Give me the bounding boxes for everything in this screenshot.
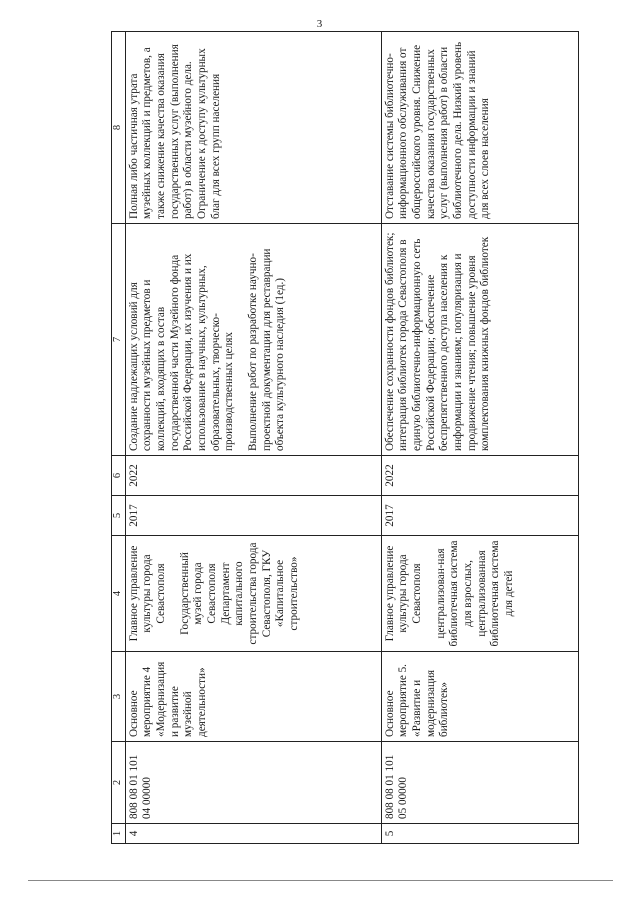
executor-cell [381,536,578,652]
column-number-row [112,32,126,844]
table-row [125,32,381,844]
column-header: 4 [112,536,126,652]
budget-code: 808 08 01 101 04 00000 [125,742,381,824]
row-number: 5 [381,824,578,844]
expected-result-secondary: Выполнение работ по разработке научно-проектной документации для реставрации объекта культурного наследия (1ед.) [247,248,287,451]
column-header: 8 [112,32,126,224]
measure-name: Основное мероприятие 5. «Развитие и модернизация библиотек» [381,652,578,742]
column-header: 1 [112,824,126,844]
start-year: 2017 [125,496,381,536]
end-year: 2022 [381,456,578,496]
row-number: 4 [125,824,381,844]
expected-result-primary: Обеспечение сохранности фондов библиотек; интеграция библиотек города Севастополя в единую библиотечно-информационную сеть Российской Федерации; обеспечение беспрепятственного доступа населения к информации и знаниям; популяризация и продвижение чтения; повышение уровня комплектования книжных фондов библиотек [383,232,492,451]
consequence-secondary: Ограничение к доступу культурных благ для всех групп населения [196,48,222,219]
column-header: 5 [112,496,126,536]
page-number: 3 [316,18,323,30]
end-year: 2022 [125,456,381,496]
expected-result-cell [125,224,381,456]
program-measures-table-container [111,32,579,844]
table-row [381,32,578,844]
start-year: 2017 [381,496,578,536]
executor-secondary: централизован-ная библиотечная система для взрослых, централизованная библиотечная система для детей [434,540,515,647]
measure-name: Основное мероприятие 4 «Модернизация и развитие музейной деятельности» [125,652,381,742]
column-header: 3 [112,652,126,742]
column-header: 7 [112,224,126,456]
executor-secondary: Государственный музей города Севастополя Департамент капитального строительства города Севастополя, ГКУ «Капитальное строительство» [178,542,301,645]
budget-code: 808 08 01 101 05 00000 [381,742,578,824]
executor-cell [125,536,381,652]
consequence-primary: Отставание системы библиотечно-информационного обслуживания от общероссийского уровня. Снижение качества оказания государственных услуг (выполнения работ) в области библиотечного дела. Низкий уровень доступности информации и знаний для всех слоев населения [383,41,492,219]
executor-primary: Главное управление культуры города Севастополя [127,545,168,642]
expected-result-cell [381,224,578,456]
expected-result-primary: Создание надлежащих условий для сохранности музейных предметов и коллекций, входящих в состав государственной части Музейного фонда Российской Федерации, их изучения и их использование в научных, культурных, образовательных, творческо-производственных целях [127,253,236,451]
column-header: 2 [112,742,126,824]
consequence-cell [381,32,578,224]
consequence-primary: Полная либо частичная утрата музейных коллекций и предметов, а также снижение качества оказания государственных услуг (выполнения работ) в области музейного дела. [127,44,195,219]
consequence-cell [125,32,381,224]
column-header: 6 [112,456,126,496]
executor-primary: Главное управление культуры города Севастополя [383,545,424,642]
footer-rule [28,880,613,881]
program-measures-table [111,31,579,844]
